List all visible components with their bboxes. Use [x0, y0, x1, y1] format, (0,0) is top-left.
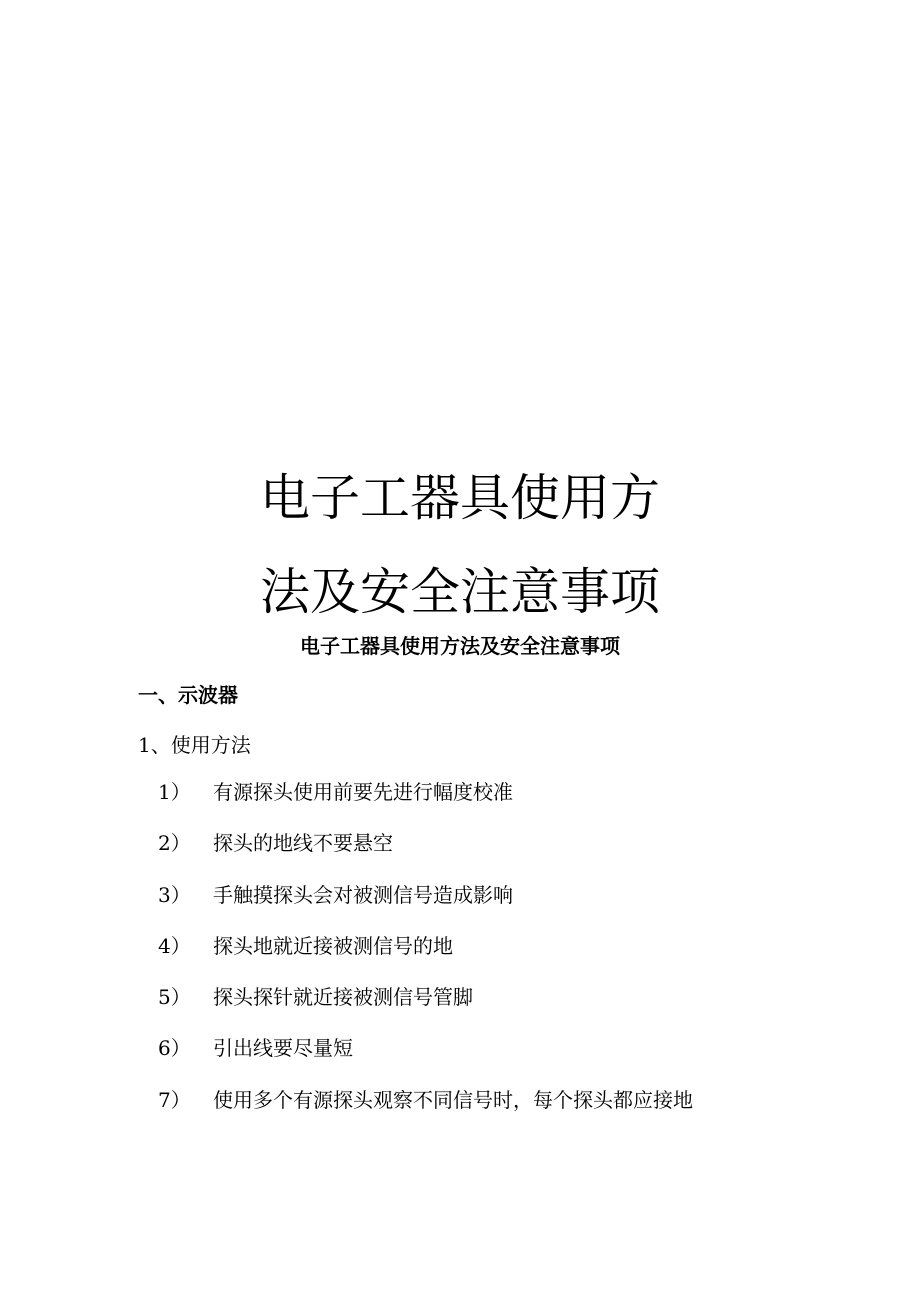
- list-item-number: 1）: [158, 780, 191, 804]
- list-item-text: 探头的地线不要悬空: [213, 831, 393, 856]
- list-item: [0, 879, 920, 930]
- list-item-number: 6）: [158, 1036, 191, 1061]
- list-item-text: 探头地就近接被测信号的地: [213, 933, 453, 958]
- section-heading-oscilloscope: 一、示波器: [138, 683, 238, 707]
- list-item-text: 引出线要尽量短: [213, 1036, 353, 1061]
- list-item: [0, 1032, 920, 1083]
- list-item: [0, 930, 920, 981]
- list-item-number: 3）: [158, 882, 191, 907]
- list-item-number: 7）: [158, 1087, 191, 1112]
- list-item-text: 手触摸探头会对被测信号造成影响: [213, 882, 513, 907]
- list-item-number: 5）: [158, 985, 191, 1010]
- list-item-number: 4）: [158, 933, 191, 958]
- list-item-text: 有源探头使用前要先进行幅度校准: [213, 780, 513, 804]
- list-item: [0, 1084, 920, 1135]
- list-item: [0, 827, 920, 878]
- document-subtitle: 电子工器具使用方法及安全注意事项: [300, 634, 620, 658]
- document-title-line-2: 法及安全注意事项: [260, 563, 660, 621]
- list-item: [0, 776, 920, 827]
- usage-list: [0, 776, 920, 1135]
- subsection-heading-usage: 1、使用方法: [138, 733, 251, 757]
- list-item-text: 使用多个有源探头观察不同信号时，每个探头都应接地: [213, 1087, 693, 1112]
- list-item-number: 2）: [158, 831, 191, 856]
- list-item: [0, 981, 920, 1032]
- document-title-line-1: 电子工器具使用方: [260, 469, 660, 527]
- list-item-text: 探头探针就近接被测信号管脚: [213, 985, 473, 1010]
